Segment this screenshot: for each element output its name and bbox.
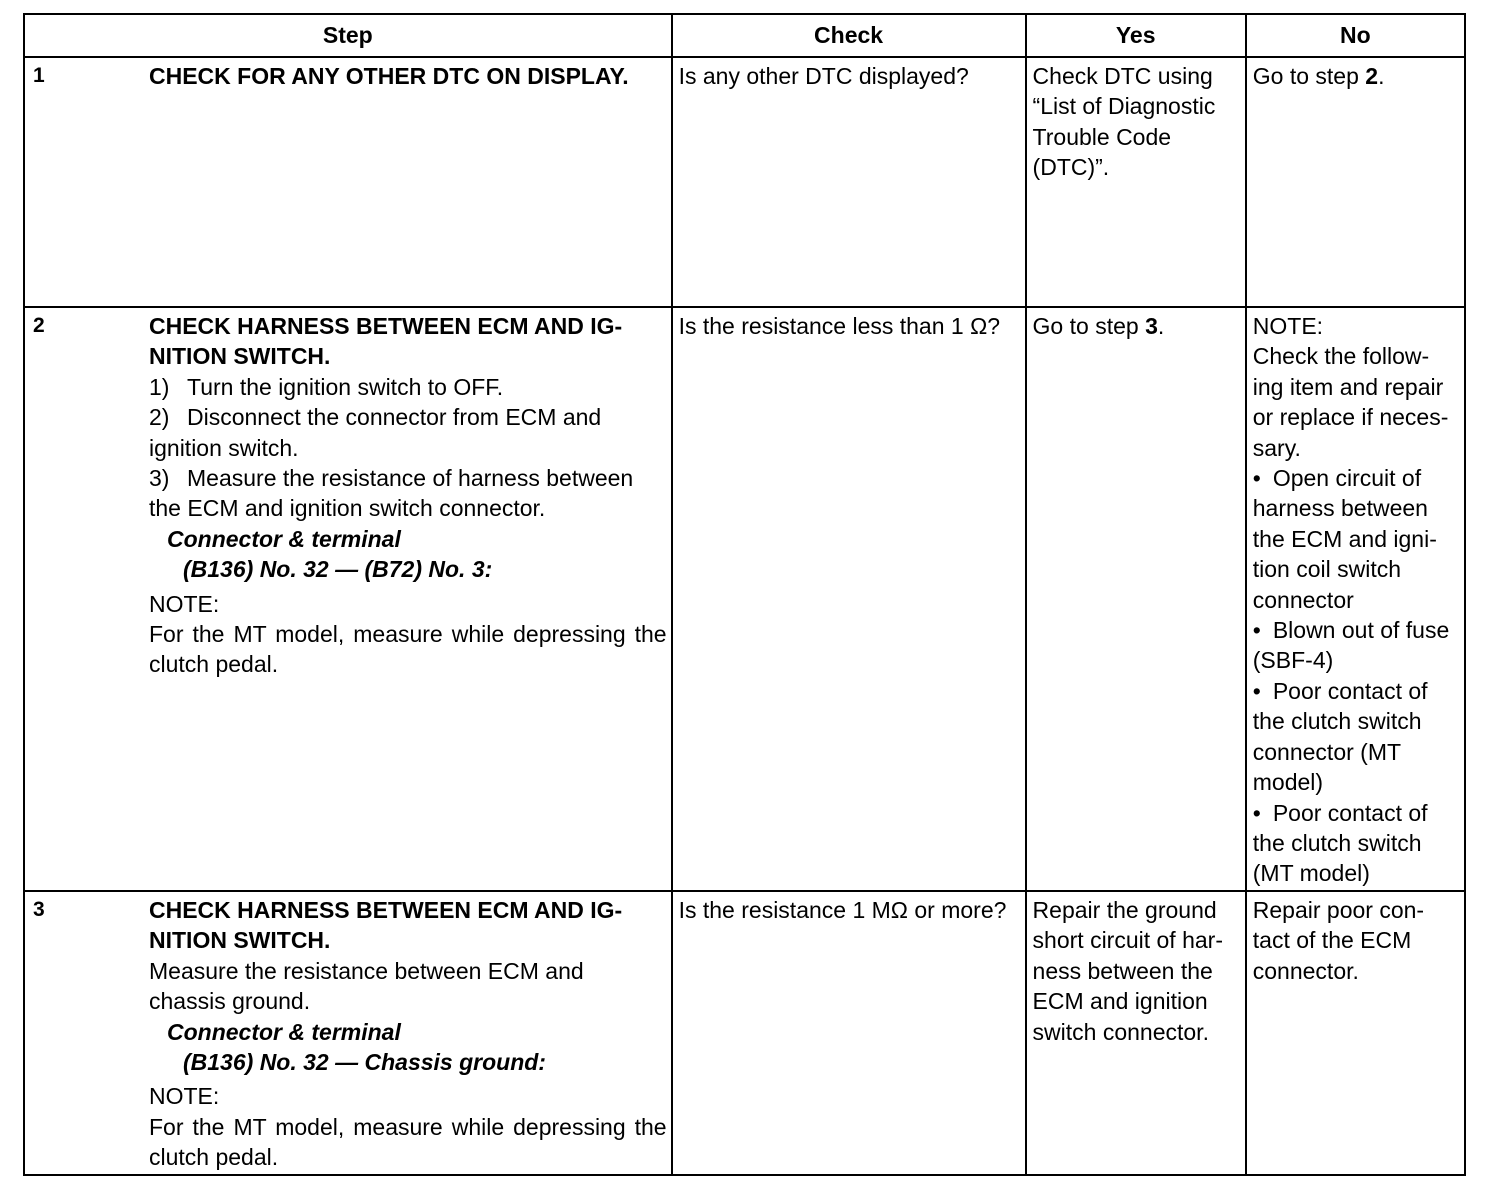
substep-number: 1) [149,373,170,400]
step-number: 3 [33,898,45,921]
step-cell [24,57,672,307]
step-ref: 3 [1145,313,1158,339]
step-body: Measure the resistance between ECM and chassis ground. [149,957,584,1015]
table-row [24,57,1465,307]
substep-text: Turn the ignition switch to OFF. [187,373,504,400]
substep-number: 3) [149,465,170,492]
step-cell [24,307,672,891]
check-cell: Is any other DTC displayed? [672,57,1026,307]
no-cell [1246,57,1465,307]
check-cell: Is the resistance less than 1 Ω? [672,307,1026,891]
step-title: CHECK FOR ANY OTHER DTC ON DISPLAY. [149,63,629,89]
no-intro: Check the follow-ing item and repair or replace if neces-sary. [1252,343,1449,461]
no-cell [1246,307,1465,891]
yes-cell [1026,307,1246,891]
connector-value: (B136) No. 32 — Chassis ground: [183,1049,546,1076]
list-item: • Poor contact of the clutch switch connector (MT model) [1253,676,1459,798]
note-label: NOTE: [1252,313,1324,339]
substep-text: Disconnect the connector from ECM and ignition switch. [149,404,602,461]
substep [149,372,667,402]
yes-text: Go to step [1032,313,1146,339]
header-row [24,14,1465,57]
yes-cell: Repair the ground short circuit of har-ness between the ECM and ignition switch connector. [1026,891,1246,1175]
no-suffix: . [1378,63,1385,89]
header-step: Step [24,14,672,57]
diagnostic-table [23,13,1466,1176]
substep [149,463,667,524]
header-yes: Yes [1026,14,1246,57]
no-text: Go to step [1252,63,1366,89]
table-row [24,891,1465,1175]
table-row [24,307,1465,891]
yes-suffix: . [1157,313,1165,339]
note-text: For the MT model, measure while depressing the clutch pedal. [149,621,667,678]
header-check: Check [672,14,1026,57]
step-number: 1 [33,64,45,87]
substep-number: 2) [149,404,170,431]
step-title: CHECK HARNESS BETWEEN ECM AND IG-NITION SWITCH. [149,313,623,370]
header-no: No [1246,14,1465,57]
no-cell: Repair poor con-tact of the ECM connector. [1246,891,1465,1175]
list-item: • Open circuit of harness between the ECM and igni-tion coil switch connector [1253,463,1459,615]
note-text: For the MT model, measure while depressing the clutch pedal. [149,1113,667,1171]
step-title: CHECK HARNESS BETWEEN ECM AND IG-NITION SWITCH. [149,897,623,954]
note-label: NOTE: [149,1083,220,1110]
step-ref: 2 [1365,63,1379,89]
list-item: • Blown out of fuse (SBF-4) [1253,615,1459,676]
connector-value: (B136) No. 32 — (B72) No. 3: [183,556,493,583]
list-item: • Poor contact of the clutch switch (MT model) [1253,798,1459,889]
connector-label: Connector & terminal [167,525,401,552]
substep-text: Measure the resistance of harness between the ECM and ignition switch connector. [149,465,634,522]
step-number: 2 [33,314,45,337]
check-cell: Is the resistance 1 MΩ or more? [672,891,1026,1175]
yes-cell: Check DTC using “List of Diagnostic Trouble Code (DTC)”. [1026,57,1246,307]
step-cell [24,891,672,1175]
connector-label: Connector & terminal [167,1018,401,1045]
note-label: NOTE: [149,590,220,617]
substep [149,402,667,463]
